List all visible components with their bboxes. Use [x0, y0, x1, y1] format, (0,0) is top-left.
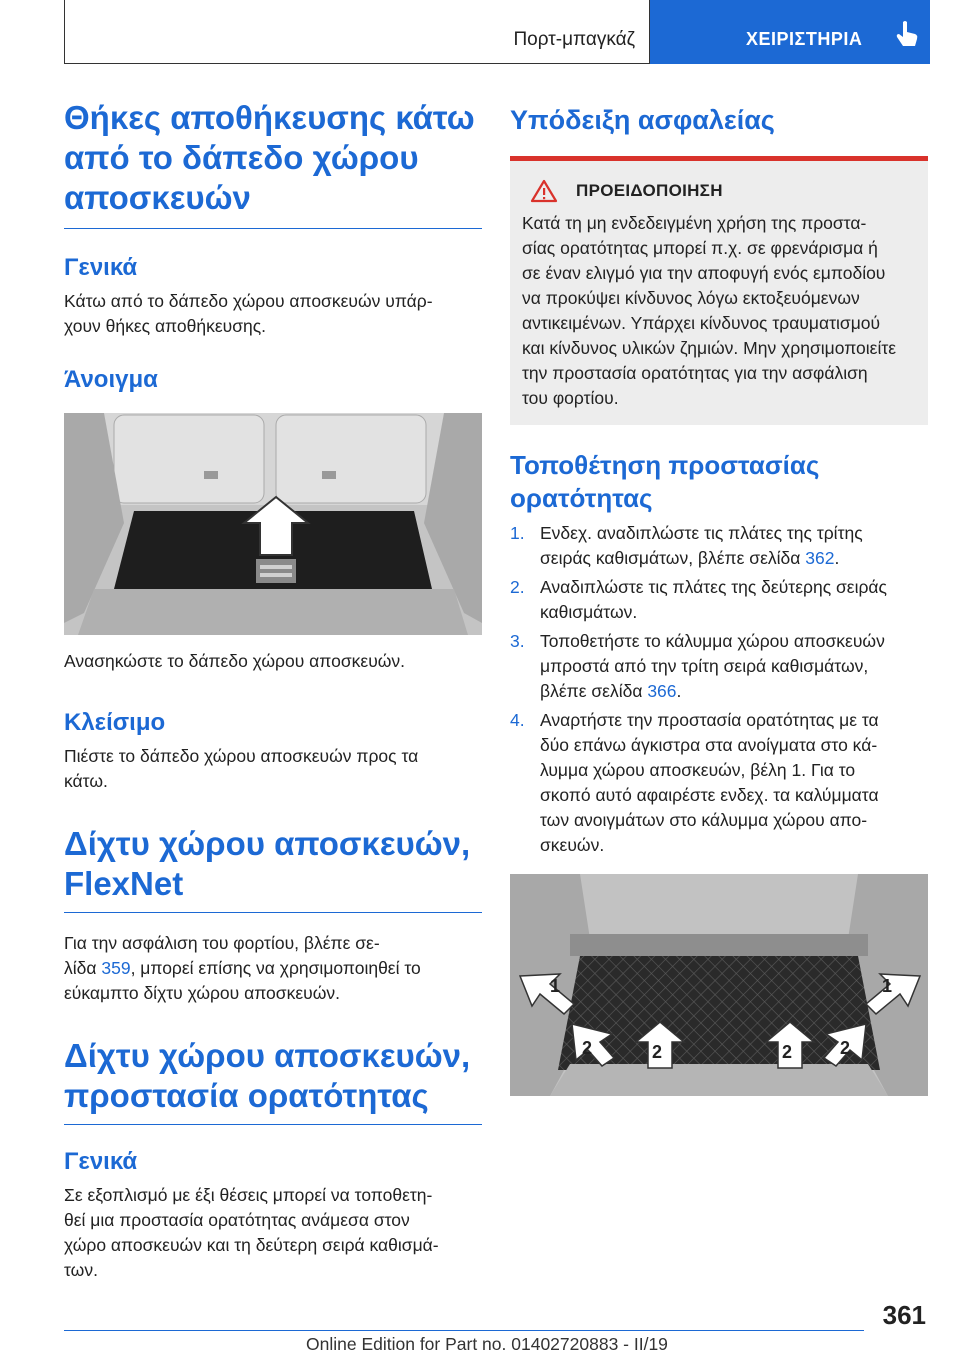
cargo-floor-illustration	[64, 413, 482, 635]
text-line: Σε εξοπλισμό με έξι θέσεις μπορεί να τοποθετη-	[64, 1185, 433, 1205]
step-item	[510, 708, 928, 858]
warning-header	[522, 179, 916, 203]
text-fragment: .	[676, 681, 682, 701]
arrow-label: 2	[782, 1042, 793, 1062]
page-link-366[interactable]: 366	[647, 681, 677, 701]
heading-line: από το δάπεδο χώρου	[64, 139, 419, 176]
page-link-362[interactable]: 362	[805, 548, 835, 568]
text-line: Τοποθετήστε το κάλυμμα χώρου αποσκευών	[540, 631, 885, 651]
heading-line: Θήκες αποθήκευσης κάτω	[64, 99, 475, 136]
text-line: των ανοιγμάτων στο κάλυμμα χώρου απο-	[540, 810, 868, 830]
right-column	[510, 98, 928, 1096]
text-fragment: λίδα	[64, 958, 102, 978]
heading-line: Τοποθέτηση προστασίας	[510, 450, 820, 480]
footer-rule	[64, 1330, 864, 1331]
text-line	[540, 546, 863, 571]
arrow-label: 2	[840, 1038, 851, 1058]
text-line: εύκαμπτο δίχτυ χώρου αποσκευών.	[64, 983, 340, 1003]
arrow-label: 1	[882, 976, 893, 996]
heading-safety-note: Υπόδειξη ασφαλείας	[510, 105, 775, 135]
header-section-box	[64, 0, 650, 64]
arrow-label: 2	[652, 1042, 663, 1062]
text-line: Αναδιπλώστε τις πλάτες της δεύτερης σειράς	[540, 577, 887, 597]
heading-line: προστασία ορατότητας	[64, 1077, 429, 1114]
text-line: αντικειμένων. Υπάρχει κίνδυνος τραυματισμού	[522, 313, 881, 333]
text-line: Για την ασφάλιση του φορτίου, βλέπε σε-	[64, 933, 380, 953]
text-line: Κατά τη μη ενδεδειγμένη χρήση της προστα-	[522, 213, 867, 233]
text-line: Κάτω από το δάπεδο χώρου αποσκευών υπάρ-	[64, 291, 433, 311]
step-text	[540, 708, 879, 858]
text-line	[540, 679, 885, 704]
warning-triangle-icon	[530, 179, 558, 203]
heading-flexnet	[64, 824, 482, 912]
heading-line: FlexNet	[64, 865, 184, 902]
text-line: των.	[64, 1260, 98, 1280]
left-column	[64, 98, 482, 1283]
figure-cargo-floor	[64, 413, 482, 635]
step-text	[540, 629, 885, 704]
warning-text	[522, 211, 916, 411]
text-fragment: σειράς καθισμάτων, βλέπε σελίδα	[540, 548, 806, 568]
section-title: Πορτ-μπαγκάζ	[513, 29, 635, 50]
step-number: 1.	[510, 523, 525, 543]
text-line: κάτω.	[64, 771, 108, 791]
text-line: την προστασία ορατότητας για την ασφάλιση	[522, 363, 868, 383]
closing-paragraph	[64, 744, 482, 794]
warning-title: ΠΡΟΕΙΔΟΠΟΙΗΣΗ	[576, 181, 723, 200]
subheading-closing: Κλείσιμο	[64, 709, 166, 736]
step-text	[540, 521, 863, 571]
step-number: 2.	[510, 577, 525, 597]
heading-installation	[510, 449, 928, 515]
chapter-tab-label: ΧΕΙΡΙΣΤΗΡΙΑ	[746, 29, 863, 49]
page-link-359[interactable]: 359	[101, 958, 131, 978]
visibility-net-illustration	[510, 874, 928, 1096]
text-line: Αναρτήστε την προστασία ορατότητας με τα	[540, 710, 879, 730]
step-text	[540, 575, 887, 625]
installation-steps	[510, 521, 928, 858]
hand-pointer-icon	[894, 20, 920, 48]
text-line: θεί μια προστασία ορατότητας ανάμεσα στον	[64, 1210, 410, 1230]
heading-line: ορατότητας	[510, 483, 653, 513]
footer-edition: Online Edition for Part no. 01402720883 - II/19	[306, 1334, 668, 1354]
text-line: σκευών.	[540, 835, 605, 855]
flexnet-paragraph	[64, 931, 482, 1006]
heading-rule	[64, 912, 482, 913]
general2-paragraph	[64, 1183, 482, 1283]
step-number: 4.	[510, 710, 525, 730]
text-fragment: .	[834, 548, 840, 568]
figure-caption: Ανασηκώστε το δάπεδο χώρου αποσκευών.	[64, 651, 406, 671]
text-line: Πιέστε το δάπεδο χώρου αποσκευών προς τα	[64, 746, 419, 766]
step-item	[510, 629, 928, 704]
heading-storage-compartments	[64, 98, 482, 228]
text-line: να προκύψει κίνδυνος λόγω εκτοξευόμενων	[522, 288, 860, 308]
general-paragraph	[64, 289, 482, 339]
text-fragment: βλέπε σελίδα	[540, 681, 648, 701]
text-line: του φορτίου.	[522, 388, 619, 408]
subheading-general: Γενικά	[64, 1148, 138, 1175]
chapter-tab[interactable]	[650, 0, 930, 64]
step-item	[510, 575, 928, 625]
figure-visibility-net	[510, 874, 928, 1096]
heading-line: Δίχτυ χώρου αποσκευών,	[64, 825, 471, 862]
step-item	[510, 521, 928, 571]
step-number: 3.	[510, 631, 525, 651]
text-line: σίας ορατότητας μπορεί π.χ. σε φρενάρισμα ή	[522, 238, 878, 258]
heading-rule	[64, 228, 482, 229]
text-line: Ενδεχ. αναδιπλώστε τις πλάτες της τρίτης	[540, 523, 863, 543]
warning-box	[510, 161, 928, 425]
text-line	[64, 956, 482, 981]
text-line: χουν θήκες αποθήκευσης.	[64, 316, 267, 336]
text-line: δύο επάνω άγκιστρα στα ανοίγματα στο κά-	[540, 735, 878, 755]
subheading-opening: Άνοιγμα	[64, 366, 158, 393]
text-line: καθισμάτων.	[540, 602, 638, 622]
arrow-label: 1	[550, 976, 561, 996]
text-fragment: , μπορεί επίσης να χρησιμοποιηθεί το	[130, 958, 421, 978]
subheading-general: Γενικά	[64, 254, 138, 281]
text-line: σκοπό αυτό αφαιρέστε ενδεχ. τα καλύμματα	[540, 785, 879, 805]
heading-line: αποσκευών	[64, 179, 251, 216]
heading-rule	[64, 1124, 482, 1125]
page-number: 361	[882, 1300, 926, 1330]
arrow-label: 2	[582, 1038, 593, 1058]
text-line: λυμμα χώρου αποσκευών, βέλη 1. Για το	[540, 760, 856, 780]
text-line: χώρο αποσκευών και τη δεύτερη σειρά καθισμά-	[64, 1235, 439, 1255]
heading-visibility-protection	[64, 1036, 482, 1124]
heading-line: Δίχτυ χώρου αποσκευών,	[64, 1037, 471, 1074]
text-line: μπροστά από την τρίτη σειρά καθισμάτων,	[540, 656, 869, 676]
text-line: και κίνδυνος υλικών ζημιών. Μην χρησιμοποιείτε	[522, 338, 897, 358]
text-line: σε έναν ελιγμό για την αποφυγή ενός εμποδίου	[522, 263, 886, 283]
